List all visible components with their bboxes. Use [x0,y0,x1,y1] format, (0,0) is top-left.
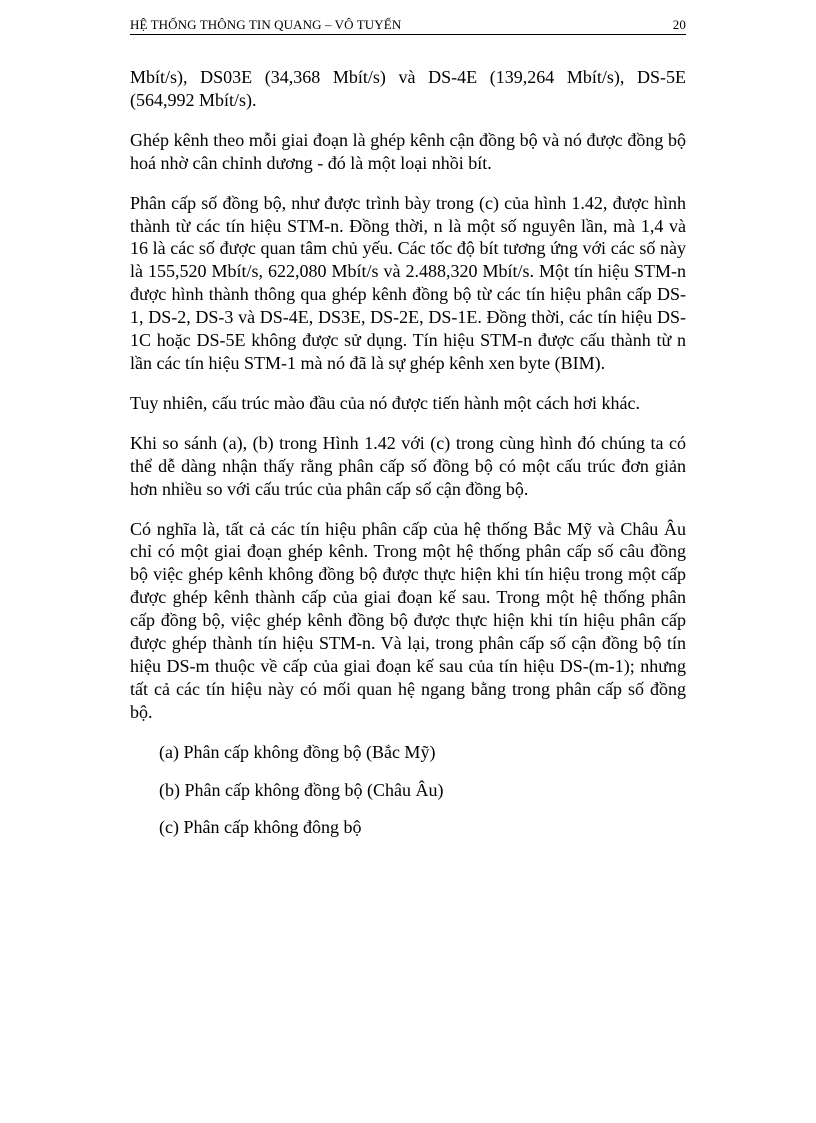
header-title: HỆ THỐNG THÔNG TIN QUANG – VÔ TUYẾN [130,17,402,32]
page-number: 20 [672,17,686,32]
paragraph: Phân cấp số đồng bộ, như được trình bày trong (c) của hình 1.42, được hình thành từ các tín hiệu STM-n. Đồng thời, n là một số nguyên lần, mà 1,4 và 16 là các số được quan tâm chủ yếu. Các tốc độ bít tương ứng với các số này là 155,520 Mbít/s, 622,080 Mbít/s và 2.488,320 Mbít/s. Một tín hiệu STM-n được hình thành thông qua ghép kênh đồng bộ từ các tín hiệu phân cấp DS-1, DS-2, DS-3 và DS-4E, DS3E, DS-2E, DS-1E. Đồng thời, các tín hiệu DS-1C hoặc DS-5E không được sử dụng. Tín hiệu STM-n được cấu thành từ n lần các tín hiệu STM-1 mà nó đã là sự ghép kênh xen byte (BIM). [130,192,686,373]
figure-caption-list [130,741,686,840]
list-item: (a) Phân cấp không đồng bộ (Bắc Mỹ) [159,741,436,762]
paragraph: Ghép kênh theo mỗi giai đoạn là ghép kênh cận đồng bộ và nó được đồng bộ hoá nhờ cân chỉnh dương - đó là một loại nhồi bít. [130,129,686,173]
paragraph: Có nghĩa là, tất cả các tín hiệu phân cấp của hệ thống Bắc Mỹ và Châu Âu chỉ có một giai đoạn ghép kênh. Trong một hệ thống phân cấp số câu đồng bộ việc ghép kênh không đồng bộ được thực hiện khi tín hiệu trong một cấp được ghép kênh thành cấp của giai đoạn kế sau. Trong một hệ thống phân cấp đồng bộ, việc ghép kênh đồng bộ được thực hiện khi tín hiệu phân cấp được ghép thành tín hiệu STM-n. Và lại, trong phân cấp số cận đồng bộ tín hiệu DS-m thuộc về cấp của giai đoạn kế sau của tín hiệu DS-(m-1); nhưng tất cả các tín hiệu này có mối quan hệ ngang bằng trong phân cấp số đồng bộ. [130,518,686,722]
running-header [130,15,686,35]
paragraph: Mbít/s), DS03E (34,368 Mbít/s) và DS-4E (139,264 Mbít/s), DS-5E (564,992 Mbít/s). [130,67,686,110]
paragraph: Tuy nhiên, cấu trúc mào đầu của nó được tiến hành một cách hơi khác. [130,392,640,413]
page-body [130,66,686,854]
list-item: (c) Phân cấp không đông bộ [159,817,362,838]
paragraph: Khi so sánh (a), (b) trong Hình 1.42 với (c) trong cùng hình đó chúng ta có thể dễ dàng nhận thấy rằng phân cấp số đồng bộ có một cấu trúc đơn giản hơn nhiều so với cấu trúc của phân cấp số cận đồng bộ. [130,432,686,499]
list-item: (b) Phân cấp không đồng bộ (Châu Âu) [159,779,444,800]
